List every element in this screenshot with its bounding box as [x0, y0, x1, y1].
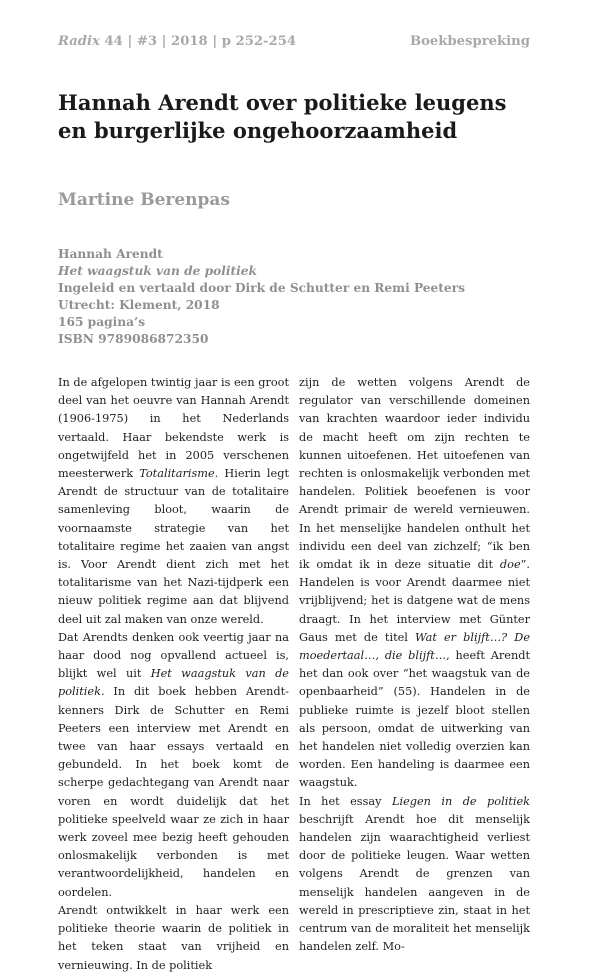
issue-reference: 44 | #3 | 2018 | p 252-254: [99, 34, 297, 49]
section-label: Boekbespreking: [409, 34, 530, 49]
book-publisher: Utrecht: Klement, 2018: [58, 298, 220, 312]
book-isbn: ISBN 9789086872350: [58, 332, 209, 346]
paragraph: In het essay Liegen in de politiek beschrijft Arendt hoe dit menselijk handelen zijn waarachtigheid verliest door de politieke leugen. Waar wetten volgens Arendt de grenzen van menselijk handelen aangeven in de wereld in prescriptieve zin, staat in het centrum van de moraliteit het menselijk handelen zelf. Mo-: [299, 794, 530, 954]
journal-reference: [58, 34, 296, 49]
article-title: Hannah Arendt over politieke leugens en burgerlijke ongehoorzaamheid: [58, 90, 507, 143]
body-column-left: [58, 374, 289, 975]
book-pages: 165 pagina’s: [58, 315, 146, 329]
paragraph: Dat Arendts denken ook veertig jaar na haar dood nog opvallend actueel is, blijkt wel uit Het waagstuk van de politiek. In dit boek hebben Arendt-kenners Dirk de Schutter en Remi Peeters een interview met Arendt en twee van haar essays vertaald en gebundeld. In het boek komt de scherpe gedachtegang van Arendt naar voren en wordt duidelijk dat het politieke speelveld waar ze zich in haar werk zoveel mee bezig heeft gehouden onlosmakelijk verbonden is met verantwoordelijkheid, handelen en oordelen.: [58, 630, 289, 899]
book-title: Het waagstuk van de politiek: [58, 264, 257, 278]
book-editors: Ingeleid en vertaald door Dirk de Schutter en Remi Peeters: [58, 281, 465, 295]
journal-name: Radix: [58, 34, 100, 49]
book-details: [58, 246, 465, 348]
running-header: [58, 34, 530, 49]
paragraph: zijn de wetten volgens Arendt de regulator van verschillende domeinen van krachten waardoor ieder individu de macht heeft om zijn rechten te kunnen uitoefenen. Het uitoefenen van rechten is onlosmakelijk verbonden met handelen. Politiek beoefenen is voor Arendt primair de wereld vernieuwen. In het menselijke handelen onthult het individu een deel van zichzelf; “ik ben ik omdat ik in deze situatie dit doe”. Handelen is voor Arendt daarmee niet vrijblijvend; het is datgene wat de mens draagt. In het interview met Günter Gaus met de titel Wat er blijft…? De moedertaal…, die blijft…, heeft Arendt het dan ook over “het waagstuk van de openbaarheid” (55). Handelen in de publieke ruimte is jezelf bloot stellen als persoon, omdat de uitwerking van het handelen niet volledig overzien kan worden. Een handeling is daarmee een waagstuk.: [299, 376, 530, 790]
paragraph: In de afgelopen twintig jaar is een groot deel van het oeuvre van Hannah Arendt (1906-1975) in het Nederlands vertaald. Haar bekendste werk is ongetwijfeld het in 2005 verschenen meesterwerk Totalitarisme. Hierin legt Arendt de structuur van de totalitaire samenleving bloot, waarin de voornaamste strategie van het totalitaire regime het zaaien van angst is. Voor Arendt dient zich met het totalitarisme van het Nazi-tijdperk een nieuw politiek regime aan dat blijvend deel uit zal maken van onze wereld.: [58, 376, 289, 626]
paragraph: Arendt ontwikkelt in haar werk een politieke theorie waarin de politiek in het teken staat van vrijheid en vernieuwing. In de politiek: [58, 903, 289, 972]
body-column-right: [299, 374, 530, 957]
article-author: Martine Berenpas: [58, 190, 230, 210]
book-author: Hannah Arendt: [58, 247, 163, 261]
